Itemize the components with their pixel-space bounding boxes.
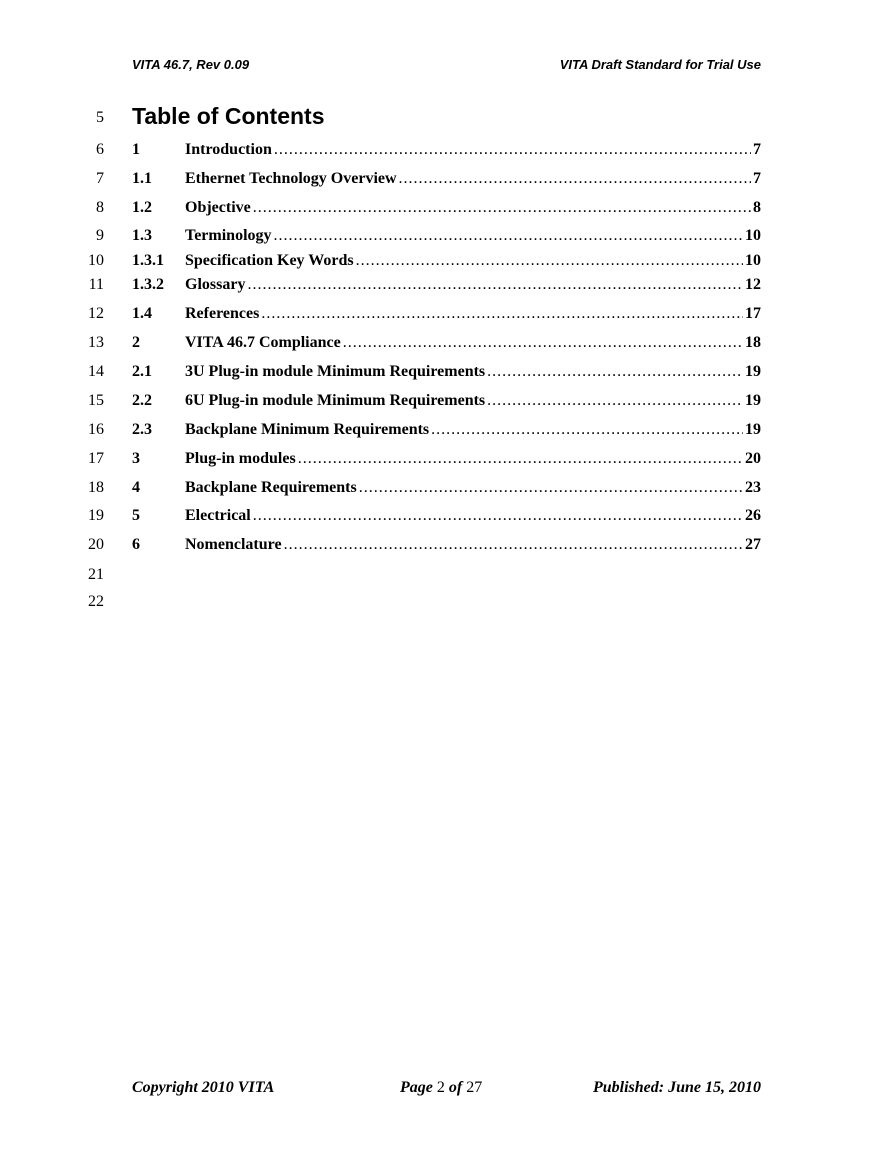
toc-entry-number: 1.2 bbox=[132, 199, 152, 216]
toc-entry-number: 1.4 bbox=[132, 305, 152, 322]
toc-leader-dots bbox=[487, 392, 743, 410]
footer-of-label: of bbox=[448, 1079, 463, 1096]
toc-leader-dots bbox=[431, 421, 743, 439]
toc-entry-page: 19 bbox=[745, 363, 761, 380]
toc-entry-number: 1 bbox=[132, 141, 140, 158]
toc-leader-dots bbox=[399, 170, 751, 188]
toc-entry[interactable] bbox=[132, 536, 761, 554]
toc-entry[interactable] bbox=[132, 392, 761, 410]
toc-entry-page: 19 bbox=[745, 392, 761, 409]
line-number: 11 bbox=[88, 276, 104, 293]
line-number: 17 bbox=[88, 450, 104, 467]
toc-entry-page: 10 bbox=[745, 252, 761, 269]
toc-leader-dots bbox=[253, 507, 743, 525]
line-number: 7 bbox=[96, 170, 104, 187]
toc-entry-title: Ethernet Technology Overview bbox=[185, 170, 397, 187]
toc-entry-page: 27 bbox=[745, 536, 761, 553]
toc-entry-title: Backplane Requirements bbox=[185, 479, 357, 496]
toc-entry[interactable] bbox=[132, 421, 761, 439]
line-number: 10 bbox=[88, 252, 104, 269]
toc-leader-dots bbox=[274, 227, 743, 245]
toc-entry-page: 26 bbox=[745, 507, 761, 524]
toc-title: Table of Contents bbox=[132, 103, 325, 129]
toc-entry-page: 20 bbox=[745, 450, 761, 467]
toc-entry-number: 4 bbox=[132, 479, 140, 496]
toc-entry[interactable] bbox=[132, 170, 761, 188]
line-number: 12 bbox=[88, 305, 104, 322]
toc-entry-number: 2.2 bbox=[132, 392, 152, 409]
toc-leader-dots bbox=[298, 450, 743, 468]
toc-entry-title: Glossary bbox=[185, 276, 246, 293]
toc-entry-page: 17 bbox=[745, 305, 761, 322]
toc-entry[interactable] bbox=[132, 450, 761, 468]
toc-leader-dots bbox=[247, 276, 743, 294]
toc-entry-title: Introduction bbox=[185, 141, 272, 158]
header-doc-status: VITA Draft Standard for Trial Use bbox=[559, 57, 761, 72]
toc-entry-page: 23 bbox=[745, 479, 761, 496]
toc-entry-title: Electrical bbox=[185, 507, 251, 524]
line-number: 15 bbox=[88, 392, 104, 409]
header-doc-id: VITA 46.7, Rev 0.09 bbox=[132, 57, 250, 72]
line-number: 14 bbox=[88, 363, 104, 380]
toc-entry-number: 5 bbox=[132, 507, 140, 524]
toc-entry-title: References bbox=[185, 305, 260, 322]
toc-entry-page: 7 bbox=[753, 170, 761, 187]
footer-page-number: 2 bbox=[436, 1079, 445, 1096]
toc-entry-number: 2.3 bbox=[132, 421, 152, 438]
toc-entry[interactable] bbox=[132, 305, 761, 323]
toc-leader-dots bbox=[356, 252, 743, 270]
toc-entry-number: 3 bbox=[132, 450, 140, 467]
toc-entry[interactable] bbox=[132, 252, 761, 270]
toc-leader-dots bbox=[253, 199, 751, 217]
toc-entry-number: 2.1 bbox=[132, 363, 152, 380]
line-number: 21 bbox=[88, 566, 104, 583]
line-number: 8 bbox=[96, 199, 104, 216]
toc-entry-title: Terminology bbox=[185, 227, 272, 244]
toc-leader-dots bbox=[284, 536, 743, 554]
toc-leader-dots bbox=[274, 141, 751, 159]
toc-entry-number: 2 bbox=[132, 334, 140, 351]
line-number: 19 bbox=[88, 507, 104, 524]
line-number: 22 bbox=[88, 593, 104, 610]
line-number: 18 bbox=[88, 479, 104, 496]
toc-entry-title: Nomenclature bbox=[185, 536, 282, 553]
footer-published-date: Published: June 15, 2010 bbox=[592, 1079, 761, 1096]
toc-entry[interactable] bbox=[132, 363, 761, 381]
footer-page-total: 27 bbox=[466, 1079, 483, 1096]
toc-leader-dots bbox=[487, 363, 743, 381]
toc-entry-page: 12 bbox=[745, 276, 761, 293]
toc-entry-title: VITA 46.7 Compliance bbox=[185, 334, 341, 351]
toc-entry-page: 19 bbox=[745, 421, 761, 438]
toc-leader-dots bbox=[261, 305, 743, 323]
toc-leader-dots bbox=[343, 334, 743, 352]
toc-entry[interactable] bbox=[132, 199, 761, 217]
toc-entry[interactable] bbox=[132, 276, 761, 294]
toc-entry-title: Objective bbox=[185, 199, 251, 216]
line-number: 20 bbox=[88, 536, 104, 553]
toc-entry-title: Plug-in modules bbox=[185, 450, 296, 467]
toc-entry-title: 3U Plug-in module Minimum Requirements bbox=[185, 363, 486, 380]
toc-entry-page: 18 bbox=[745, 334, 761, 351]
toc-leader-dots bbox=[359, 479, 743, 497]
toc-entry-title: 6U Plug-in module Minimum Requirements bbox=[185, 392, 486, 409]
toc-entry[interactable] bbox=[132, 507, 761, 525]
line-number: 13 bbox=[88, 334, 104, 351]
toc-entry-number: 1.3.1 bbox=[132, 252, 164, 269]
toc-entry-page: 8 bbox=[753, 199, 761, 216]
line-number: 5 bbox=[96, 109, 104, 126]
footer-copyright: Copyright 2010 VITA bbox=[132, 1079, 275, 1096]
line-number: 16 bbox=[88, 421, 104, 438]
toc-entry-title: Specification Key Words bbox=[185, 252, 354, 269]
toc-entry-page: 7 bbox=[753, 141, 761, 158]
toc-entry-number: 6 bbox=[132, 536, 140, 553]
footer-page-label: Page bbox=[400, 1079, 433, 1096]
toc-entry-number: 1.3.2 bbox=[132, 276, 164, 293]
toc-entry-number: 1.3 bbox=[132, 227, 152, 244]
toc-entry[interactable] bbox=[132, 141, 761, 159]
line-number: 6 bbox=[96, 141, 104, 158]
toc-entry-title: Backplane Minimum Requirements bbox=[185, 421, 430, 438]
toc-entry-number: 1.1 bbox=[132, 170, 152, 187]
footer-page-info bbox=[400, 1079, 482, 1097]
toc-entry[interactable] bbox=[132, 227, 761, 245]
toc-entry[interactable] bbox=[132, 334, 761, 352]
toc-entry-page: 10 bbox=[745, 227, 761, 244]
line-number: 9 bbox=[96, 227, 104, 244]
toc-entry[interactable] bbox=[132, 479, 761, 497]
